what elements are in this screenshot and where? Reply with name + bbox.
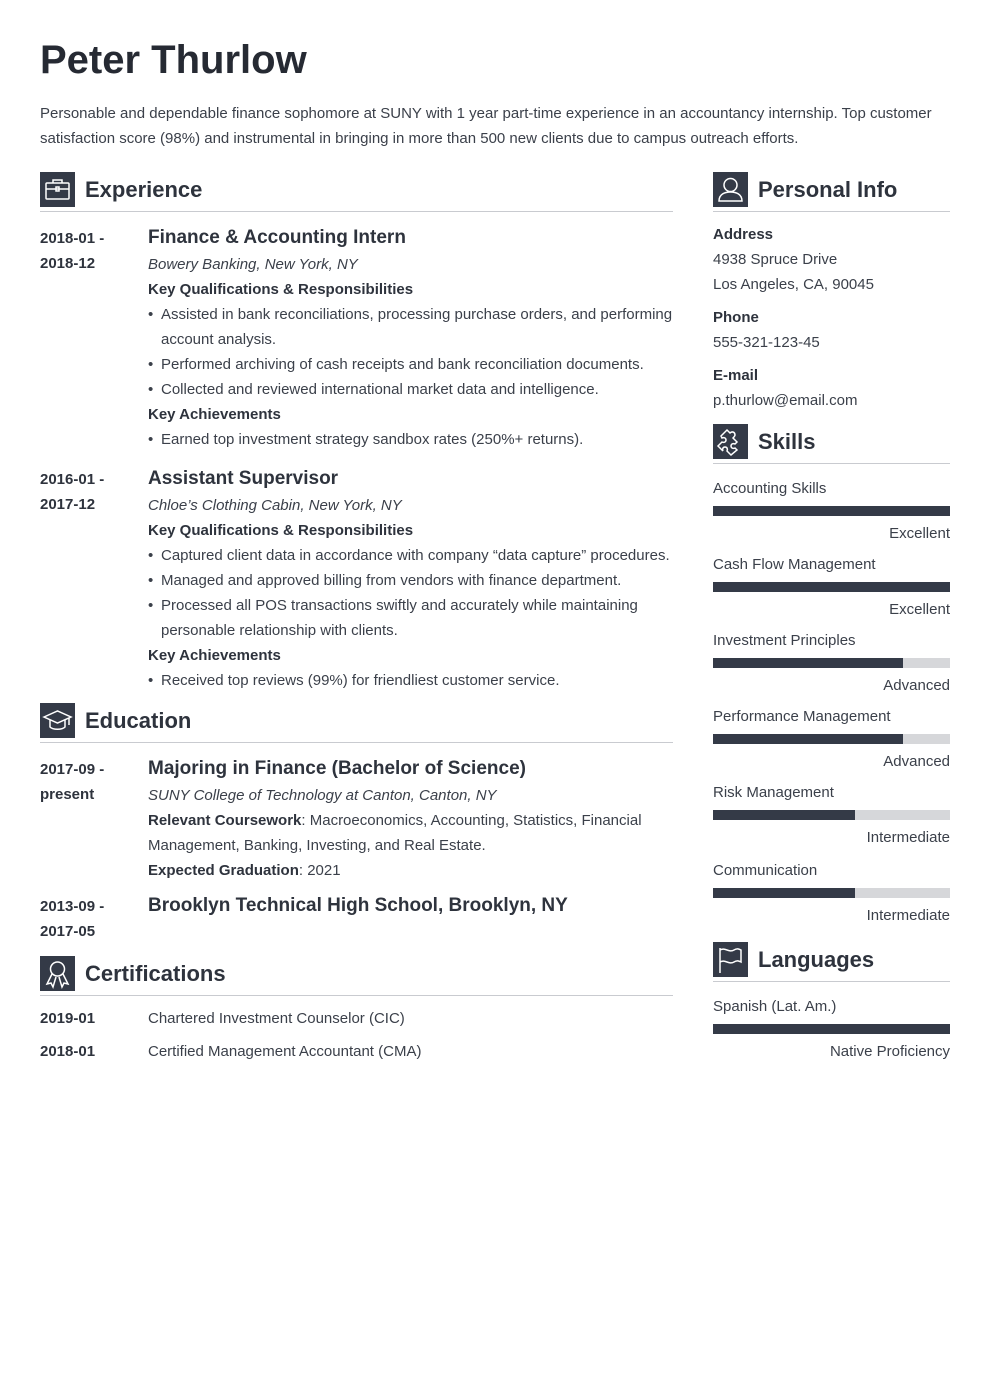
- phone-label: Phone: [713, 309, 759, 326]
- graduation-cap-icon: [40, 703, 75, 738]
- list-item: • Processed all POS transactions swiftly and accurately while maintaining personable relationship with clients.: [148, 593, 673, 643]
- coursework-text: : Macroeconomics, Accounting, Statistics, Financial Management, Banking, Investing, and Real Estate.: [148, 812, 642, 854]
- skill-bar: [713, 506, 950, 516]
- skill-bar: [713, 658, 950, 668]
- certification-item: [40, 1006, 673, 1031]
- experience-content: [148, 467, 673, 693]
- experience-section-title: Experience: [85, 177, 203, 202]
- achievements-heading: Key Achievements: [148, 647, 281, 664]
- achievements-heading: Key Achievements: [148, 406, 281, 423]
- education-entry: [40, 894, 673, 944]
- education-content: [148, 894, 673, 944]
- experience-entry: [40, 467, 673, 693]
- skill-name: Investment Principles: [713, 632, 856, 649]
- language-item: [713, 994, 950, 1064]
- list-item: • Managed and approved billing from vendors with finance department.: [148, 568, 673, 593]
- language-level: Native Proficiency: [829, 1043, 950, 1060]
- skill-name: Cash Flow Management: [713, 556, 876, 573]
- certifications-section-title: Certifications: [85, 961, 226, 986]
- skill-level: Advanced: [883, 677, 950, 694]
- school-name: SUNY College of Technology at Canton, Canton, NY: [148, 787, 497, 804]
- responsibilities-list: [148, 543, 673, 643]
- briefcase-icon: [40, 172, 75, 207]
- education-dates: [40, 894, 148, 944]
- job-title: Assistant Supervisor: [148, 468, 339, 489]
- list-item: • Captured client data in accordance with company “data capture” procedures.: [148, 543, 673, 568]
- address-line-1: 4938 Spruce Drive: [713, 251, 838, 268]
- skill-bar: [713, 582, 950, 592]
- education-section-header: [40, 703, 673, 743]
- skill-item: [713, 476, 950, 546]
- skills-list: [713, 476, 950, 928]
- address-label: Address: [713, 226, 774, 243]
- experience-entry: [40, 226, 673, 452]
- skill-item: [713, 552, 950, 622]
- email-value: p.thurlow@email.com: [713, 392, 858, 409]
- job-title: Finance & Accounting Intern: [148, 227, 406, 248]
- languages-section-header: [713, 942, 950, 982]
- expected-graduation: [148, 858, 673, 883]
- experience-section-header: [40, 172, 673, 212]
- date-end: 2017-12: [40, 496, 96, 513]
- certification-date: 2018-01: [40, 1043, 96, 1060]
- sidebar-column: [713, 172, 950, 1064]
- person-icon: [713, 172, 748, 207]
- puzzle-piece-icon: [713, 424, 748, 459]
- skill-bar-fill: [713, 888, 855, 898]
- skill-bar: [713, 810, 950, 820]
- date-start: 2013-09 -: [40, 898, 105, 915]
- certification-date: 2019-01: [40, 1010, 96, 1027]
- education-dates: [40, 757, 148, 883]
- coursework: [148, 808, 673, 858]
- date-end: present: [40, 786, 95, 803]
- skill-level: Advanced: [883, 753, 950, 770]
- skill-item: [713, 704, 950, 774]
- personal-info-section-header: [713, 172, 950, 212]
- experience-dates: [40, 467, 148, 693]
- certification-name: Certified Management Accountant (CMA): [148, 1043, 422, 1060]
- skills-section-header: [713, 424, 950, 464]
- list-item: • Received top reviews (99%) for friendliest customer service.: [148, 668, 673, 693]
- personal-info-section-title: Personal Info: [758, 177, 898, 202]
- list-item: • Performed archiving of cash receipts and bank reconciliation documents.: [148, 352, 673, 377]
- languages-list: [713, 994, 950, 1064]
- skill-bar: [713, 888, 950, 898]
- skill-name: Performance Management: [713, 708, 891, 725]
- skill-item: [713, 628, 950, 698]
- company-name: Bowery Banking, New York, NY: [148, 256, 358, 273]
- skill-item: [713, 858, 950, 928]
- languages-section-title: Languages: [758, 947, 875, 972]
- graduation-label: Expected Graduation: [148, 862, 299, 879]
- education-section-title: Education: [85, 708, 192, 733]
- date-start: 2016-01 -: [40, 471, 105, 488]
- date-end: 2017-05: [40, 923, 96, 940]
- language-bar-fill: [713, 1024, 950, 1034]
- language-bar: [713, 1024, 950, 1034]
- experience-content: [148, 226, 673, 452]
- skill-level: Excellent: [889, 525, 950, 542]
- degree-title: Majoring in Finance (Bachelor of Science): [148, 758, 526, 779]
- list-item: • Collected and reviewed international market data and intelligence.: [148, 377, 673, 402]
- email-label: E-mail: [713, 367, 759, 384]
- date-start: 2018-01 -: [40, 230, 105, 247]
- candidate-name: Peter Thurlow: [40, 38, 307, 82]
- certification-name: Chartered Investment Counselor (CIC): [148, 1010, 405, 1027]
- responsibilities-list: [148, 302, 673, 402]
- achievements-list: [148, 668, 673, 693]
- skill-level: Excellent: [889, 601, 950, 618]
- date-start: 2017-09 -: [40, 761, 105, 778]
- phone-value: 555-321-123-45: [713, 334, 820, 351]
- achievements-list: [148, 427, 673, 452]
- flag-icon: [713, 942, 748, 977]
- skill-bar-fill: [713, 506, 950, 516]
- skill-bar-fill: [713, 658, 903, 668]
- language-name: Spanish (Lat. Am.): [713, 998, 837, 1015]
- responsibilities-heading: Key Qualifications & Responsibilities: [148, 281, 414, 298]
- skill-level: Intermediate: [866, 829, 950, 846]
- list-item: • Assisted in bank reconciliations, processing purchase orders, and performing account analysis.: [148, 302, 673, 352]
- date-end: 2018-12: [40, 255, 96, 272]
- profile-summary: Personable and dependable finance sophomore at SUNY with 1 year part-time experience in an accountancy internship. Top customer satisfaction score (98%) and instrumental in bringing in more than 500 new clients due to campus outreach efforts.: [40, 105, 932, 147]
- skill-bar: [713, 734, 950, 744]
- award-ribbon-icon: [40, 956, 75, 991]
- skills-section-title: Skills: [758, 429, 816, 454]
- certifications-section-header: [40, 956, 673, 996]
- skill-item: [713, 780, 950, 850]
- list-item: • Earned top investment strategy sandbox rates (250%+ returns).: [148, 427, 673, 452]
- skill-name: Communication: [713, 862, 818, 879]
- responsibilities-heading: Key Qualifications & Responsibilities: [148, 522, 414, 539]
- skill-bar-fill: [713, 810, 855, 820]
- graduation-year: : 2021: [298, 862, 341, 879]
- education-content: [148, 757, 673, 883]
- degree-title: Brooklyn Technical High School, Brooklyn, NY: [148, 895, 568, 916]
- skill-name: Risk Management: [713, 784, 834, 801]
- address-line-2: Los Angeles, CA, 90045: [713, 276, 874, 293]
- skill-name: Accounting Skills: [713, 480, 827, 497]
- personal-info-block: [713, 222, 950, 413]
- certification-item: [40, 1039, 673, 1064]
- skill-bar-fill: [713, 734, 903, 744]
- experience-dates: [40, 226, 148, 452]
- skill-bar-fill: [713, 582, 950, 592]
- skill-level: Intermediate: [866, 907, 950, 924]
- coursework-label: Relevant Coursework: [148, 812, 302, 829]
- education-entry: [40, 757, 673, 883]
- company-name: Chloe’s Clothing Cabin, New York, NY: [148, 497, 402, 514]
- main-column: [40, 172, 673, 1064]
